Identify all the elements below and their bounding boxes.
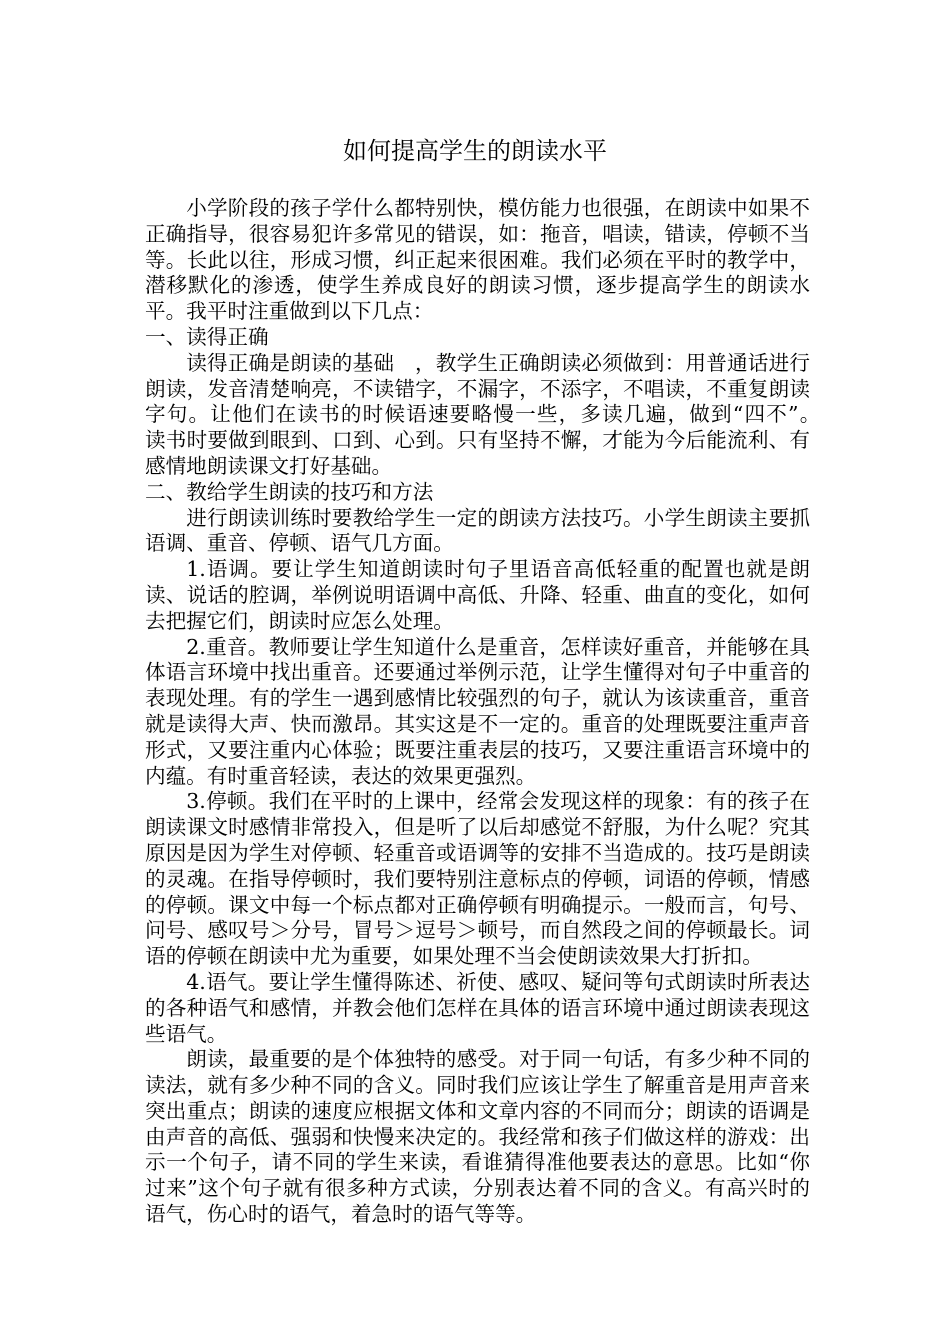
document-body [145,196,831,1228]
body-paragraph: 4.语气。要让学生懂得陈述、祈使、感叹、疑问等句式朗读时所表达的各种语气和感情，并教会他们怎样在具体的语言环境中通过朗读表现这些语气。 [145,969,810,1046]
body-paragraph: 读得正确是朗读的基础 ，教学生正确朗读必须做到：用普通话进行朗读，发音清楚响亮，不读错字，不漏字，不添字，不唱读，不重复朗读字句。让他们在读书的时候语速要略慢一些，多读几遍，做到“四不”。 读书时要做到眼到、口到、心到。只有坚持不懈，才能为今后能流利、有感情地朗读课文打好基础。 [145,350,831,478]
body-paragraph: 小学阶段的孩子学什么都特别快，模仿能力也很强，在朗读中如果不正确指导，很容易犯许多常见的错误，如：拖音，唱读，错读，停顿不当等。长此以往，形成习惯，纠正起来很困难。我们必须在平时的教学中，潜移默化的渗透，使学生养成良好的朗读习惯，逐步提高学生的朗读水平。我平时注重做到以下几点： [145,196,810,324]
body-paragraph: 朗读，最重要的是个体独特的感受。对于同一句话，有多少种不同的读法，就有多少种不同的含义。同时我们应该让学生了解重音是用声音来突出重点；朗读的速度应根据文体和文章内容的不同而分；朗读的语调是由声音的高低、强弱和快慢来决定的。我经常和孩子们做这样的游戏：出示一个句子，请不同的学生来读，看谁猜得准他要表达的意思。比如“你过来”这个句子就有很多种方式读，分别表达着不同的含义。有高兴时的语气，伤心时的语气，着急时的语气等等。 [145,1047,810,1227]
section-heading: 一、读得正确 [145,324,269,349]
body-paragraph: 1.语调。要让学生知道朗读时句子里语音高低轻重的配置也就是朗读、说话的腔调，举例说明语调中高低、升降、轻重、曲直的变化，如何去把握它们，朗读时应怎么处理。 [145,557,810,633]
body-paragraph: 进行朗读训练时要教给学生一定的朗读方法技巧。小学生朗读主要抓语调、重音、停顿、语气几方面。 [145,505,810,556]
document-title: 如何提高学生的朗读水平 [343,137,607,165]
body-paragraph: 3.停顿。我们在平时的上课中，经常会发现这样的现象：有的孩子在朗读课文时感情非常投入，但是听了以后却感觉不舒服，为什么呢？究其原因是因为学生对停顿、轻重音或语调等的安排不当造成的。技巧是朗读的灵魂。在指导停顿时，我们要特别注意标点的停顿，词语的停顿，情感的停顿。课文中每一个标点都对正确停顿有明确提示。一般而言，句号、问号、感叹号＞分号，冒号＞逗号＞顿号，而自然段之间的停顿最长。词语的停顿在朗读中尤为重要，如果处理不当会使朗读效果大打折扣。 [145,789,810,969]
body-paragraph: 2.重音。教师要让学生知道什么是重音，怎样读好重音，并能够在具体语言环境中找出重音。还要通过举例示范，让学生懂得对句子中重音的表现处理。有的学生一遇到感情比较强烈的句子，就认为该读重音，重音就是读得大声、快而激昂。其实这是不一定的。重音的处理既要注重声音形式，又要注重内心体验；既要注重表层的技巧，又要注重语言环境中的内蕴。有时重音轻读，表达的效果更强烈。 [145,634,810,788]
section-heading: 二、教给学生朗读的技巧和方法 [145,479,434,504]
